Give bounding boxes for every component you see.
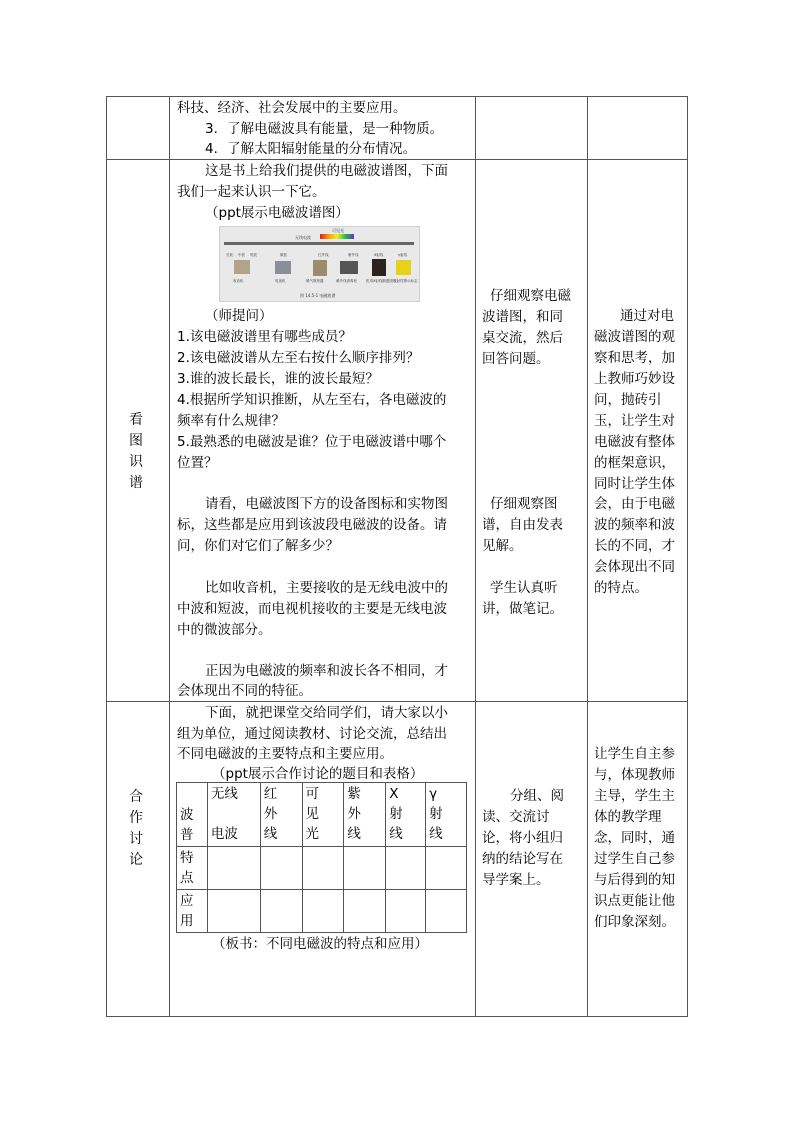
- question: 2.该电磁波谱从左至右按什么顺序排列？: [177, 350, 420, 366]
- paragraph-line: 比如收音机，主要接收的是无线电波中的: [205, 580, 448, 596]
- table-header-cell: [426, 783, 467, 847]
- table-empty-cell: [302, 847, 344, 890]
- intent-line: 磁波谱图的观: [594, 329, 675, 345]
- intent-line: 电磁波有整体: [594, 434, 675, 450]
- device-label: 电视机: [275, 279, 286, 283]
- header-char: 线: [429, 826, 443, 842]
- table-header-cell: [344, 783, 386, 847]
- intent-line: 玉，让学生对: [594, 413, 675, 429]
- section-label-char: 图: [129, 433, 143, 449]
- table-empty-cell: [260, 890, 302, 933]
- section-label-char: 作: [129, 810, 143, 826]
- radio-icon: [234, 260, 250, 274]
- radiator-icon: [313, 260, 327, 276]
- ppt-note: （ppt展示合作讨论的题目和表格）: [212, 766, 424, 782]
- header-char: 红: [263, 786, 278, 802]
- row-header-char: 用: [180, 913, 194, 929]
- intent-line: 的特点。: [594, 580, 648, 596]
- table-row-header: [177, 847, 208, 890]
- student-line: 分组、阅: [510, 788, 564, 804]
- spectrum-diagram: [220, 227, 419, 301]
- intent-line: 念，同时，通: [594, 830, 675, 846]
- band-label: 长波: [226, 253, 233, 257]
- question: 频率有什么规律？: [177, 413, 285, 429]
- intent-line: 让学生自主参: [594, 746, 675, 762]
- intent-line: 与，体现教师: [594, 767, 675, 783]
- objective-line: 4．了解太阳辐射能量的分布情况。: [205, 141, 417, 157]
- visible-light-band: [320, 234, 354, 239]
- header-char: 线: [389, 826, 403, 842]
- student-line: 论，将小组归: [482, 830, 563, 846]
- table-empty-cell: [260, 847, 302, 890]
- section-label-char: 看: [129, 412, 143, 428]
- intent-line: 同时让学生体: [594, 476, 675, 492]
- student-line: 回答问题。: [482, 351, 550, 367]
- table-border-right: [687, 96, 688, 1016]
- student-line: 仔细观察电磁: [490, 288, 571, 304]
- table-empty-cell: [426, 847, 467, 890]
- ppt-note: （ppt展示电磁波谱图）: [205, 205, 349, 221]
- section-label-char: 合: [129, 789, 143, 805]
- sterilizer-icon: [340, 261, 358, 274]
- row-header-char: 特: [180, 850, 194, 866]
- table-border-left: [106, 96, 107, 1016]
- intent-line: 波的频率和波: [594, 517, 675, 533]
- row-header-char: 应: [180, 893, 194, 909]
- student-line: 见解。: [482, 538, 523, 554]
- table-empty-cell: [426, 890, 467, 933]
- device-label: 医用X射线胸透照片: [366, 279, 397, 283]
- intent-line: 长的不同，才: [594, 538, 675, 554]
- band-label: γ射线: [398, 253, 408, 257]
- figure-caption: 图 14.5-1 电磁波谱: [300, 293, 336, 298]
- paragraph-line: 下面，就把课堂交给同学们，请大家以小: [205, 705, 448, 721]
- table-empty-cell: [344, 847, 386, 890]
- paragraph-line: 会体现出不同的特征。: [177, 683, 312, 699]
- intent-line: 主导，学生主: [594, 788, 675, 804]
- header-char: 见: [305, 806, 320, 822]
- intent-line: 会，由于电磁: [594, 496, 675, 512]
- tv-icon: [275, 261, 291, 274]
- board-note: （板书：不同电磁波的特点和应用）: [212, 936, 428, 952]
- paragraph-line: 组为单位，通过阅读教材、讨论交流，总结出: [177, 726, 447, 742]
- header-char: 外: [347, 806, 361, 822]
- objective-line: 科技、经济、社会发展中的主要应用。: [177, 100, 407, 116]
- student-line: 讲，做笔记。: [482, 601, 563, 617]
- intent-line: 的框架意识，: [594, 455, 675, 471]
- table-header-cell: [260, 783, 302, 847]
- table-empty-cell: [207, 890, 260, 933]
- table-header-cell: [302, 783, 344, 847]
- table-corner-cell: [177, 783, 208, 847]
- band-label: 中波: [238, 253, 245, 257]
- ask-note: （师提问）: [205, 308, 273, 324]
- col-divider-3: [587, 96, 588, 1016]
- xray-icon: [372, 259, 386, 276]
- question: 4.根据所学知识推断，从左至右，各电磁波的: [177, 392, 447, 408]
- header-char: 线: [347, 826, 361, 842]
- intent-line: 们印象深刻。: [594, 914, 675, 930]
- table-border-bottom: [106, 1016, 688, 1017]
- intent-line: 问，抛砖引: [594, 392, 662, 408]
- student-line: 读、交流讨: [482, 809, 550, 825]
- paragraph-line: 标，这些都是应用到该波段电磁波的设备。请: [177, 517, 447, 533]
- header-char: 光: [305, 826, 320, 842]
- table-empty-cell: [386, 847, 426, 890]
- question: 1.该电磁波谱里有哪些成员？: [177, 329, 352, 345]
- paragraph-line: 中波和短波，而电视机接收的主要是无线电波: [177, 601, 447, 617]
- intent-line: 察和思考，加: [594, 350, 675, 366]
- student-line: 导学案上。: [482, 872, 550, 888]
- device-label: 紫外线消毒柜: [336, 279, 357, 283]
- intent-line: 过学生自己参: [594, 851, 675, 867]
- visible-light-label: 可见光: [332, 228, 344, 233]
- paragraph-line: 问，你们对它们了解多少？: [177, 538, 339, 554]
- table-corner-char: 波: [180, 807, 194, 823]
- student-line: 纳的结论写在: [482, 851, 563, 867]
- section-label-char: 谱: [129, 475, 143, 491]
- intent-line: 与后得到的知: [594, 872, 675, 888]
- spectrum-axis: [224, 242, 414, 245]
- header-char: 射: [429, 806, 443, 822]
- paragraph-line: 我们一起来认识一下它。: [177, 184, 326, 200]
- paragraph-line: 这是书上给我们提供的电磁波谱图，下面: [205, 163, 448, 179]
- section-label-char: 论: [129, 852, 143, 868]
- header-char: γ: [429, 786, 438, 802]
- question: 3.谁的波长最长，谁的波长最短？: [177, 371, 379, 387]
- header-char: 外: [263, 806, 278, 822]
- intent-line: 上教师巧妙设: [594, 371, 675, 387]
- col-divider-2: [475, 96, 476, 1016]
- radio-wave-label: 无线电波: [295, 235, 311, 240]
- intent-line: 会体现出不同: [594, 559, 675, 575]
- paragraph-line: 不同电磁波的主要特点和主要应用。: [177, 746, 393, 762]
- header-char: X: [389, 786, 399, 802]
- table-empty-cell: [302, 890, 344, 933]
- header-char: 无线: [210, 786, 238, 802]
- student-line: 仔细观察图: [490, 496, 558, 512]
- table-empty-cell: [207, 847, 260, 890]
- paragraph-line: 中的微波部分。: [177, 622, 272, 638]
- table-header-cell: [386, 783, 426, 847]
- header-char: 可: [305, 786, 320, 802]
- table-empty-cell: [386, 890, 426, 933]
- row-header-char: 点: [180, 870, 194, 886]
- header-char: 电波: [210, 826, 238, 842]
- header-char: 紫: [347, 786, 361, 802]
- intent-line: 体的教学理: [594, 809, 662, 825]
- band-label: X射线: [374, 253, 384, 257]
- intent-line: 识点更能让他: [594, 893, 675, 909]
- device-label: 放射性警示标志: [393, 279, 418, 283]
- paragraph-line: 正因为电磁波的频率和波长各不相同，才: [205, 663, 448, 679]
- student-line: 桌交流，然后: [482, 330, 563, 346]
- band-label: 微波: [280, 253, 287, 257]
- radiation-sign-icon: [396, 260, 411, 275]
- table-empty-cell: [344, 890, 386, 933]
- device-label: 收音机: [233, 279, 244, 283]
- table-corner-char: 普: [180, 827, 194, 843]
- table-row-header: [177, 890, 208, 933]
- table-header-cell: [207, 783, 260, 847]
- col-divider-1: [169, 96, 170, 1016]
- header-char: 射: [389, 806, 403, 822]
- student-line: 学生认真听: [490, 580, 558, 596]
- student-line: 波谱图，和同: [482, 309, 563, 325]
- discussion-table: [176, 782, 467, 933]
- student-line: 谱，自由发表: [482, 517, 563, 533]
- table-border-top: [106, 96, 688, 97]
- spectrum-figure: [219, 226, 420, 302]
- objective-line: 3．了解电磁波具有能量，是一种物质。: [205, 121, 444, 137]
- section-label-char: 讨: [129, 831, 143, 847]
- band-label: 短波: [250, 253, 257, 257]
- device-label: 暖气散热器: [306, 279, 324, 283]
- paragraph-line: 请看，电磁波图下方的设备图标和实物图: [205, 496, 448, 512]
- intent-line: 通过对电: [620, 308, 674, 324]
- question: 5.最熟悉的电磁波是谁？位于电磁波谱中哪个: [177, 434, 447, 450]
- header-char: 线: [263, 826, 278, 842]
- band-label: 红外线: [318, 253, 329, 257]
- band-label: 紫外线: [348, 253, 359, 257]
- section-label-char: 识: [129, 454, 143, 470]
- question: 位置？: [177, 455, 218, 471]
